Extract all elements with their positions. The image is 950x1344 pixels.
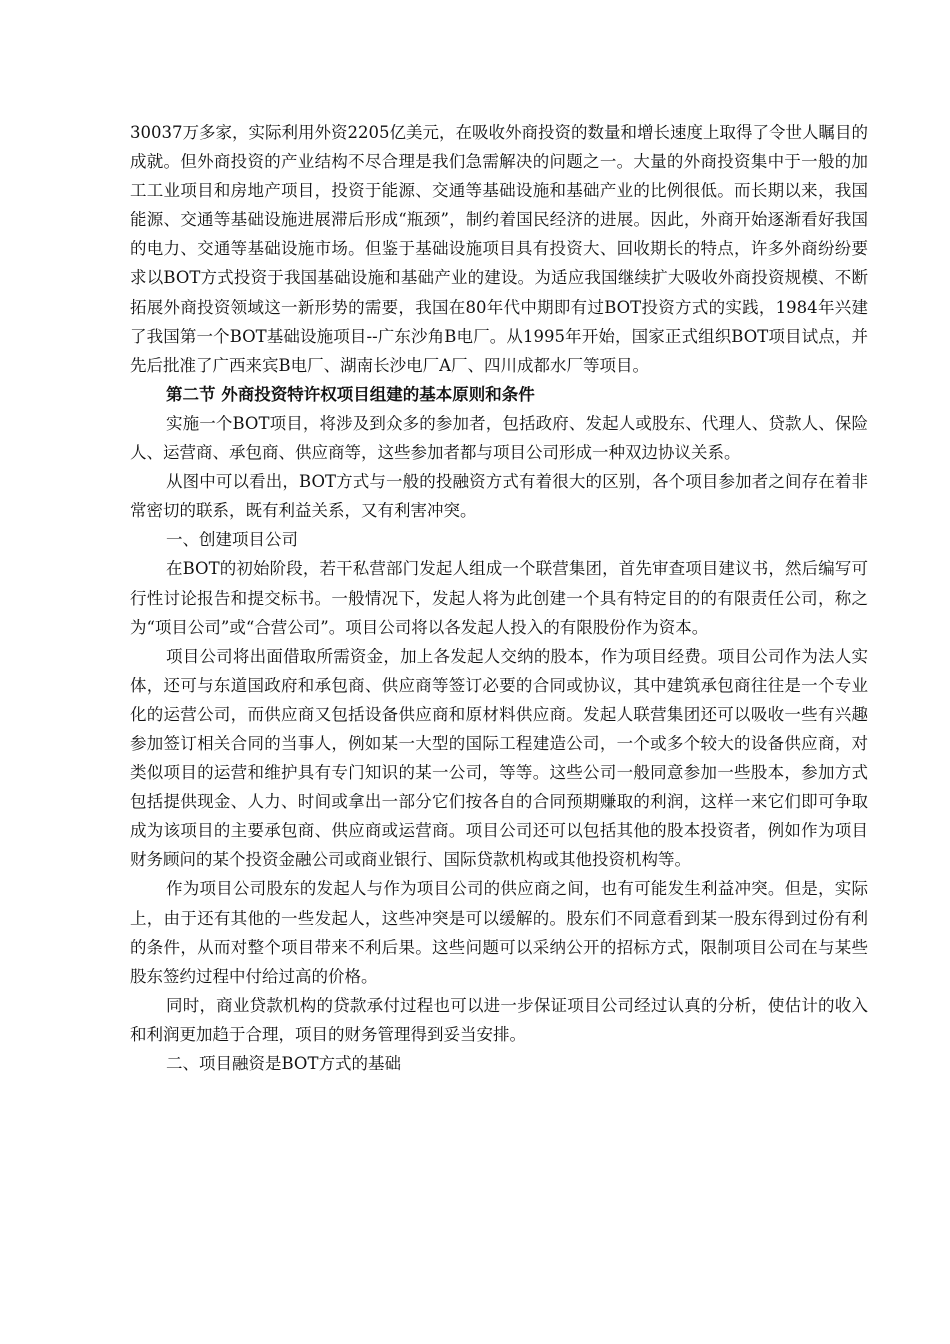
document-page — [130, 118, 868, 1078]
subheading-project-financing: 二、项目融资是BOT方式的基础 — [166, 1054, 401, 1073]
paragraph-foreign-investment-overview: 30037万多家，实际利用外资2205亿美元，在吸收外商投资的数量和增长速度上取得了令世人瞩目的成就。但外商投资的产业结构不尽合理是我们急需解决的问题之一。大量的外商投资集中于一般的加工工业项目和房地产项目，投资于能源、交通等基础设施和基础产业的比例很低。而长期以来，我国能源、交通等基础设施进展滞后形成“瓶颈”，制约着国民经济的进展。因此，外商开始逐渐看好我国的电力、交通等基础设施市场。但鉴于基础设施项目具有投资大、回收期长的特点，许多外商纷纷要求以BOT方式投资于我国基础设施和基础产业的建设。为适应我国继续扩大吸收外商投资规模、不断拓展外商投资领域这一新形势的需要，我国在80年代中期即有过BOT投资方式的实践，1984年兴建了我国第一个BOT基础设施项目--广东沙角B电厂。从1995年开始，国家正式组织BOT项目试点，并先后批准了广西来宾B电厂、湖南长沙电厂A厂、四川成都水厂等项目。 — [130, 123, 868, 375]
section-heading: 第二节 外商投资特许权项目组建的基本原则和条件 — [166, 384, 535, 404]
paragraph-conflict-of-interest: 作为项目公司股东的发起人与作为项目公司的供应商之间，也有可能发生利益冲突。但是，实际上，由于还有其他的一些发起人，这些冲突是可以缓解的。股东们不同意看到某一股东得到过份有利的条件，从而对整个项目带来不利后果。这些问题可以采纳公开的招标方式，限制项目公司在与某些股东签约过程中付给过高的价格。 — [130, 879, 868, 986]
paragraph-initial-stage: 在BOT的初始阶段，若干私营部门发起人组成一个联营集团，首先审查项目建议书，然后编写可行性讨论报告和提交标书。一般情况下，发起人将为此创建一个具有特定目的的有限责任公司，称之为“项目公司”或“合营公司”。项目公司将以各发起人投入的有限股份作为资本。 — [130, 559, 868, 637]
paragraph-bot-relationships: 从图中可以看出，BOT方式与一般的投融资方式有着很大的区别，各个项目参加者之间存在着非常密切的联系，既有利益关系，又有利害冲突。 — [130, 472, 868, 521]
paragraph-project-funding: 项目公司将出面借取所需资金，加上各发起人交纳的股本，作为项目经费。项目公司作为法人实体，还可与东道国政府和承包商、供应商等签订必要的合同或协议，其中建筑承包商往往是一个专业化的运营公司，而供应商又包括设备供应商和原材料供应商。发起人联营集团还可以吸收一些有兴趣参加签订相关合同的当事人，例如某一大型的国际工程建造公司，一个或多个较大的设备供应商，对类似项目的运营和维护具有专门知识的某一公司，等等。这些公司一般同意参加一些股本，参加方式包括提供现金、人力、时间或拿出一部分它们按各自的合同预期赚取的利润，这样一来它们即可争取成为该项目的主要承包商、供应商或运营商。项目公司还可以包括其他的股本投资者，例如作为项目财务顾问的某个投资金融公司或商业银行、国际贷款机构或其他投资机构等。 — [130, 646, 868, 870]
paragraph-bot-participants: 实施一个BOT项目，将涉及到众多的参加者，包括政府、发起人或股东、代理人、贷款人、保险人、运营商、承包商、供应商等，这些参加者都与项目公司形成一种双边协议关系。 — [130, 413, 868, 463]
subheading-create-project-company: 一、创建项目公司 — [166, 530, 298, 550]
paragraph-loan-commitment: 同时，商业贷款机构的贷款承付过程也可以进一步保证项目公司经过认真的分析，使估计的收入和利润更加趋于合理，项目的财务管理得到妥当安排。 — [130, 995, 868, 1044]
